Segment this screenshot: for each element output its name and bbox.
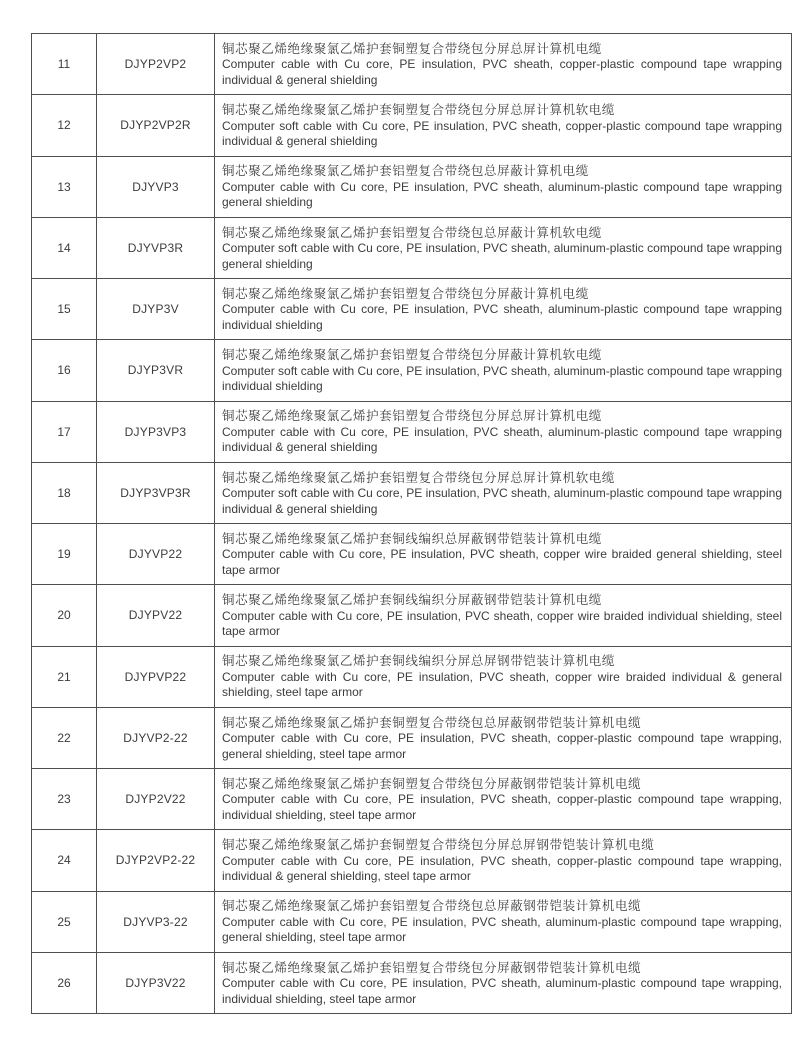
description-english: Computer cable with Cu core, PE insulation, PVC sheath, copper-plastic compound tape wrapping, general shielding, steel tape armor: [222, 731, 782, 761]
table-row: [32, 769, 792, 830]
description-chinese: 铜芯聚乙烯绝缘聚氯乙烯护套铜塑复合带绕包分屏总屏钢带铠装计算机电缆: [222, 838, 655, 853]
description-english: Computer cable with Cu core, PE insulation, PVC sheath, aluminum-plastic compound tape wrapping, individual shielding, steel tape armor: [222, 976, 782, 1006]
row-number: 22: [32, 707, 97, 768]
model-code: DJYP3VR: [97, 340, 215, 401]
description-chinese: 铜芯聚乙烯绝缘聚氯乙烯护套铝塑复合带绕包分屏蔽钢带铠装计算机电缆: [222, 960, 642, 975]
model-code: DJYP2VP2-22: [97, 830, 215, 891]
table-row: [32, 217, 792, 278]
description-english: Computer cable with Cu core, PE insulation, PVC sheath, copper wire braided individual shielding, steel tape armor: [222, 608, 782, 639]
description-cell: [215, 401, 792, 462]
model-code: DJYP3V22: [97, 952, 215, 1013]
description-cell: [215, 462, 792, 523]
description-cell: [215, 34, 792, 95]
description-chinese: 铜芯聚乙烯绝缘聚氯乙烯护套铜塑复合带绕包分屏总屏计算机软电缆: [222, 103, 616, 118]
description-cell: [215, 952, 792, 1013]
row-number: 19: [32, 524, 97, 585]
table-row: [32, 34, 792, 95]
description-chinese: 铜芯聚乙烯绝缘聚氯乙烯护套铜线编织分屏总屏钢带铠装计算机电缆: [222, 654, 616, 669]
description-english: Computer soft cable with Cu core, PE insulation, PVC sheath, aluminum-plastic compound tape wrapping individual & general shielding: [222, 486, 782, 516]
table-row: [32, 340, 792, 401]
description-english: Computer cable with Cu core, PE insulation, PVC sheath, aluminum-plastic compound tape wrapping general shielding: [222, 179, 782, 210]
description-chinese: 铜芯聚乙烯绝缘聚氯乙烯护套铝塑复合带绕包总屏蔽钢带铠装计算机电缆: [222, 899, 642, 914]
row-number: 15: [32, 279, 97, 340]
model-code: DJYVP3R: [97, 217, 215, 278]
description-chinese: 铜芯聚乙烯绝缘聚氯乙烯护套铜线编织总屏蔽钢带铠装计算机电缆: [222, 531, 602, 546]
description-chinese: 铜芯聚乙烯绝缘聚氯乙烯护套铝塑复合带绕包分屏总屏计算机电缆: [222, 409, 602, 424]
description-cell: [215, 891, 792, 952]
model-code: DJYP2V22: [97, 769, 215, 830]
description-cell: [215, 585, 792, 646]
row-number: 21: [32, 646, 97, 707]
description-chinese: 铜芯聚乙烯绝缘聚氯乙烯护套铜塑复合带绕包分屏蔽钢带铠装计算机电缆: [222, 776, 642, 791]
description-cell: [215, 279, 792, 340]
description-english: Computer soft cable with Cu core, PE insulation, PVC sheath, copper-plastic compound tape wrapping individual & general shielding: [222, 118, 782, 149]
table-row: [32, 707, 792, 768]
description-cell: [215, 830, 792, 891]
description-english: Computer cable with Cu core, PE insulation, PVC sheath, copper-plastic compound tape wrapping, individual & general shielding, steel tape armor: [222, 853, 782, 884]
description-english: Computer cable with Cu core, PE insulation, PVC sheath, copper wire braided individual & general shielding, steel tape armor: [222, 669, 782, 700]
description-chinese: 铜芯聚乙烯绝缘聚氯乙烯护套铝塑复合带绕包总屏蔽计算机电缆: [222, 164, 589, 179]
table-row: [32, 279, 792, 340]
cable-model-table: [31, 33, 792, 1014]
row-number: 26: [32, 952, 97, 1013]
row-number: 17: [32, 401, 97, 462]
description-cell: [215, 217, 792, 278]
description-cell: [215, 707, 792, 768]
description-cell: [215, 524, 792, 585]
model-code: DJYVP3: [97, 156, 215, 217]
table-row: [32, 524, 792, 585]
description-english: Computer cable with Cu core, PE insulation, PVC sheath, aluminum-plastic compound tape wrapping individual & general shielding: [222, 424, 782, 455]
row-number: 12: [32, 95, 97, 156]
description-cell: [215, 769, 792, 830]
description-chinese: 铜芯聚乙烯绝缘聚氯乙烯护套铜塑复合带绕包分屏总屏计算机电缆: [222, 41, 602, 56]
model-code: DJYP2VP2: [97, 34, 215, 95]
row-number: 18: [32, 462, 97, 523]
description-english: Computer cable with Cu core, PE insulation, PVC sheath, copper wire braided general shielding, steel tape armor: [222, 547, 782, 577]
model-code: DJYVP2-22: [97, 707, 215, 768]
table-row: [32, 156, 792, 217]
table-row: [32, 891, 792, 952]
model-code: DJYVP22: [97, 524, 215, 585]
table-row: [32, 95, 792, 156]
row-number: 11: [32, 34, 97, 95]
model-code: DJYPV22: [97, 585, 215, 646]
table-row: [32, 952, 792, 1013]
description-english: Computer cable with Cu core, PE insulation, PVC sheath, copper-plastic compound tape wrapping, individual shielding, steel tape armor: [222, 792, 782, 822]
description-cell: [215, 340, 792, 401]
row-number: 20: [32, 585, 97, 646]
table-row: [32, 646, 792, 707]
description-english: Computer cable with Cu core, PE insulation, PVC sheath, copper-plastic compound tape wrapping individual & general shielding: [222, 57, 782, 87]
model-code: DJYPVP22: [97, 646, 215, 707]
description-chinese: 铜芯聚乙烯绝缘聚氯乙烯护套铜线编织分屏蔽钢带铠装计算机电缆: [222, 593, 602, 608]
description-english: Computer soft cable with Cu core, PE insulation, PVC sheath, aluminum-plastic compound tape wrapping general shielding: [222, 241, 782, 271]
model-code: DJYP3VP3: [97, 401, 215, 462]
description-cell: [215, 95, 792, 156]
description-chinese: 铜芯聚乙烯绝缘聚氯乙烯护套铝塑复合带绕包分屏蔽计算机软电缆: [222, 348, 602, 363]
description-chinese: 铜芯聚乙烯绝缘聚氯乙烯护套铝塑复合带绕包分屏总屏计算机软电缆: [222, 470, 616, 485]
description-chinese: 铜芯聚乙烯绝缘聚氯乙烯护套铝塑复合带绕包分屏蔽计算机电缆: [222, 286, 589, 301]
row-number: 23: [32, 769, 97, 830]
row-number: 14: [32, 217, 97, 278]
table-row: [32, 585, 792, 646]
model-code: DJYP3V: [97, 279, 215, 340]
description-chinese: 铜芯聚乙烯绝缘聚氯乙烯护套铜塑复合带绕包总屏蔽钢带铠装计算机电缆: [222, 715, 642, 730]
model-code: DJYVP3-22: [97, 891, 215, 952]
description-english: Computer cable with Cu core, PE insulation, PVC sheath, aluminum-plastic compound tape wrapping, general shielding, steel tape armor: [222, 914, 782, 945]
description-chinese: 铜芯聚乙烯绝缘聚氯乙烯护套铝塑复合带绕包总屏蔽计算机软电缆: [222, 225, 602, 240]
description-cell: [215, 156, 792, 217]
row-number: 16: [32, 340, 97, 401]
table-row: [32, 401, 792, 462]
model-code: DJYP3VP3R: [97, 462, 215, 523]
row-number: 13: [32, 156, 97, 217]
row-number: 25: [32, 891, 97, 952]
table-row: [32, 830, 792, 891]
row-number: 24: [32, 830, 97, 891]
description-english: Computer soft cable with Cu core, PE insulation, PVC sheath, aluminum-plastic compound tape wrapping individual shielding: [222, 363, 782, 394]
description-english: Computer cable with Cu core, PE insulation, PVC sheath, aluminum-plastic compound tape wrapping individual shielding: [222, 302, 782, 332]
description-cell: [215, 646, 792, 707]
model-code: DJYP2VP2R: [97, 95, 215, 156]
table-row: [32, 462, 792, 523]
